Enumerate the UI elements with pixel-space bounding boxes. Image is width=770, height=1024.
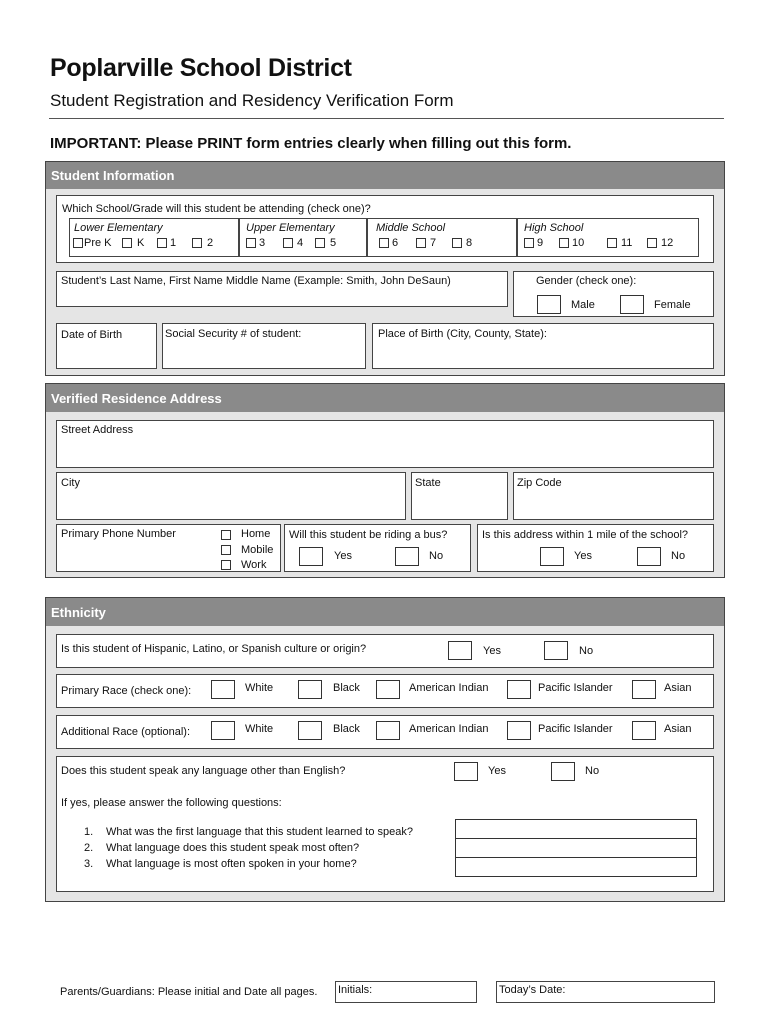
school-grade-question: Which School/Grade will this student be attending (check one)? (62, 203, 371, 215)
initials-field[interactable] (335, 981, 477, 1003)
important-notice: IMPORTANT: Please PRINT form entries clearly when filling out this form. (50, 135, 572, 152)
primary-asian-label: Asian (664, 682, 692, 694)
grade-11-checkbox[interactable] (607, 238, 617, 248)
bus-no-checkbox[interactable] (395, 547, 419, 566)
bus-yes-checkbox[interactable] (299, 547, 323, 566)
grade-8-label: 8 (466, 237, 473, 249)
primary-phone-label: Primary Phone Number (61, 528, 176, 540)
primary-american-indian-label: American Indian (409, 682, 489, 694)
language-no-checkbox[interactable] (551, 762, 575, 781)
hispanic-yes-checkbox[interactable] (448, 641, 472, 660)
grade-3-label: 3 (259, 237, 266, 249)
grade-6-label: 6 (392, 237, 399, 249)
phone-home-label: Home (241, 528, 271, 540)
grade-4-checkbox[interactable] (283, 238, 293, 248)
language-yes-label: Yes (488, 765, 506, 777)
mile-question-box (477, 524, 714, 572)
language-box (56, 756, 714, 892)
grade-12-checkbox[interactable] (647, 238, 657, 248)
upper-elementary-label: Upper Elementary (246, 222, 335, 234)
student-name-label: Student’s Last Name, First Name Middle Name (Example: Smith, John DeSaun) (61, 275, 451, 287)
gender-female-label: Female (654, 299, 691, 311)
ssn-label: Social Security # of student: (165, 328, 302, 340)
grade-6-checkbox[interactable] (379, 238, 389, 248)
grade-2-label: 2 (207, 237, 214, 249)
language-no-label: No (585, 765, 600, 777)
grade-7-checkbox[interactable] (416, 238, 426, 248)
primary-asian-checkbox[interactable] (632, 680, 656, 699)
middle-school-group (367, 218, 517, 257)
student-info-heading: Student Information (46, 162, 724, 189)
primary-pacific-islander-label: Pacific Islander (538, 682, 613, 694)
grade-10-checkbox[interactable] (559, 238, 569, 248)
gender-male-label: Male (571, 299, 595, 311)
zip-code-field[interactable] (513, 472, 714, 520)
bus-question-label: Will this student be riding a bus? (289, 529, 448, 541)
gender-female-checkbox[interactable] (620, 295, 644, 314)
phone-work-label: Work (241, 559, 267, 571)
street-address-field[interactable] (56, 420, 714, 468)
place-of-birth-field[interactable] (372, 323, 714, 369)
grade-10-label: 10 (572, 237, 585, 249)
upper-elementary-group (239, 218, 367, 257)
ethnicity-heading: Ethnicity (46, 598, 724, 626)
initials-label: Initials: (338, 984, 373, 996)
high-school-label: High School (524, 222, 584, 234)
state-label: State (415, 477, 441, 489)
mile-no-checkbox[interactable] (637, 547, 661, 566)
follow-up-instruction: If yes, please answer the following questions: (61, 797, 282, 809)
phone-home-checkbox[interactable] (221, 530, 231, 540)
bus-yes-label: Yes (334, 550, 352, 562)
primary-black-label: Black (333, 682, 360, 694)
question-number: 3. (84, 858, 94, 870)
grade-prek-label: Pre K (84, 237, 112, 249)
grade-11-label: 11 (621, 237, 633, 249)
primary-black-checkbox[interactable] (298, 680, 322, 699)
language-yes-checkbox[interactable] (454, 762, 478, 781)
additional-black-checkbox[interactable] (298, 721, 322, 740)
question-number: 2. (84, 842, 94, 854)
additional-american-indian-label: American Indian (409, 723, 489, 735)
additional-white-label: White (245, 723, 274, 735)
city-label: City (61, 477, 80, 489)
additional-asian-checkbox[interactable] (632, 721, 656, 740)
primary-white-checkbox[interactable] (211, 680, 235, 699)
lower-elementary-label: Lower Elementary (74, 222, 163, 234)
primary-american-indian-checkbox[interactable] (376, 680, 400, 699)
primary-race-box (56, 674, 714, 708)
mile-yes-label: Yes (574, 550, 592, 562)
header-divider (49, 118, 724, 119)
bus-no-label: No (429, 550, 444, 562)
bus-question-box (284, 524, 471, 572)
middle-school-label: Middle School (376, 222, 446, 234)
grade-prek-checkbox[interactable] (73, 238, 83, 248)
hispanic-no-checkbox[interactable] (544, 641, 568, 660)
footer-instruction: Parents/Guardians: Please initial and Date all pages. (60, 986, 318, 998)
additional-black-label: Black (333, 723, 360, 735)
todays-date-label: Today’s Date: (499, 984, 566, 996)
first-language-question: What was the first language that this student learned to speak? (106, 826, 413, 838)
primary-pacific-islander-checkbox[interactable] (507, 680, 531, 699)
grade-7-label: 7 (430, 237, 437, 249)
city-field[interactable] (56, 472, 406, 520)
phone-work-checkbox[interactable] (221, 560, 231, 570)
state-field[interactable] (411, 472, 508, 520)
home-language-question: What language is most often spoken in your home? (106, 858, 357, 870)
primary-phone-box[interactable] (56, 524, 281, 572)
phone-mobile-checkbox[interactable] (221, 545, 231, 555)
additional-asian-label: Asian (664, 723, 692, 735)
lower-elementary-group (69, 218, 239, 257)
ethnicity-section (45, 597, 725, 902)
ssn-field[interactable] (162, 323, 366, 369)
additional-race-label: Additional Race (optional): (61, 726, 191, 738)
high-school-group (517, 218, 699, 257)
hispanic-question-box (56, 634, 714, 668)
mile-yes-checkbox[interactable] (540, 547, 564, 566)
mile-question-label: Is this address within 1 mile of the school? (482, 529, 689, 541)
additional-american-indian-checkbox[interactable] (376, 721, 400, 740)
place-of-birth-label: Place of Birth (City, County, State): (378, 328, 547, 340)
additional-race-box (56, 715, 714, 749)
grade-9-checkbox[interactable] (524, 238, 534, 248)
hispanic-no-label: No (579, 645, 594, 657)
residence-section (45, 383, 725, 578)
grade-3-checkbox[interactable] (246, 238, 256, 248)
additional-white-checkbox[interactable] (211, 721, 235, 740)
question-number: 1. (84, 826, 94, 838)
residence-heading: Verified Residence Address (46, 384, 724, 412)
first-language-input[interactable] (455, 819, 697, 839)
grade-1-checkbox[interactable] (157, 238, 167, 248)
todays-date-field[interactable] (496, 981, 715, 1003)
grade-12-label: 12 (661, 237, 674, 249)
grade-k-checkbox[interactable] (122, 238, 132, 248)
primary-race-label: Primary Race (check one): (61, 685, 192, 697)
hispanic-yes-label: Yes (483, 645, 501, 657)
additional-pacific-islander-checkbox[interactable] (507, 721, 531, 740)
page-title: Poplarville School District (50, 54, 352, 82)
hispanic-question-label: Is this student of Hispanic, Latino, or Spanish culture or origin? (61, 643, 367, 655)
gender-box (513, 271, 714, 317)
additional-pacific-islander-label: Pacific Islander (538, 723, 613, 735)
student-name-field[interactable] (56, 271, 508, 307)
primary-white-label: White (245, 682, 274, 694)
school-grade-box (56, 195, 714, 263)
grade-9-label: 9 (537, 237, 544, 249)
zip-code-label: Zip Code (517, 477, 562, 489)
date-of-birth-field[interactable] (56, 323, 157, 369)
grade-4-label: 4 (297, 237, 304, 249)
grade-2-checkbox[interactable] (192, 238, 202, 248)
mile-no-label: No (671, 550, 686, 562)
gender-male-checkbox[interactable] (537, 295, 561, 314)
language-question-label: Does this student speak any language other than English? (61, 765, 346, 777)
grade-1-label: 1 (170, 237, 177, 249)
form-subtitle: Student Registration and Residency Verification Form (50, 91, 454, 110)
grade-5-label: 5 (330, 237, 337, 249)
date-of-birth-label: Date of Birth (61, 329, 123, 341)
street-address-label: Street Address (61, 424, 134, 436)
grade-8-checkbox[interactable] (452, 238, 462, 248)
grade-5-checkbox[interactable] (315, 238, 325, 248)
most-often-language-input[interactable] (455, 838, 697, 858)
most-often-language-question: What language does this student speak most often? (106, 842, 360, 854)
grade-k-label: K (137, 237, 145, 249)
phone-mobile-label: Mobile (241, 544, 274, 556)
student-info-section (45, 161, 725, 376)
gender-label: Gender (check one): (536, 275, 637, 287)
home-language-input[interactable] (455, 857, 697, 877)
